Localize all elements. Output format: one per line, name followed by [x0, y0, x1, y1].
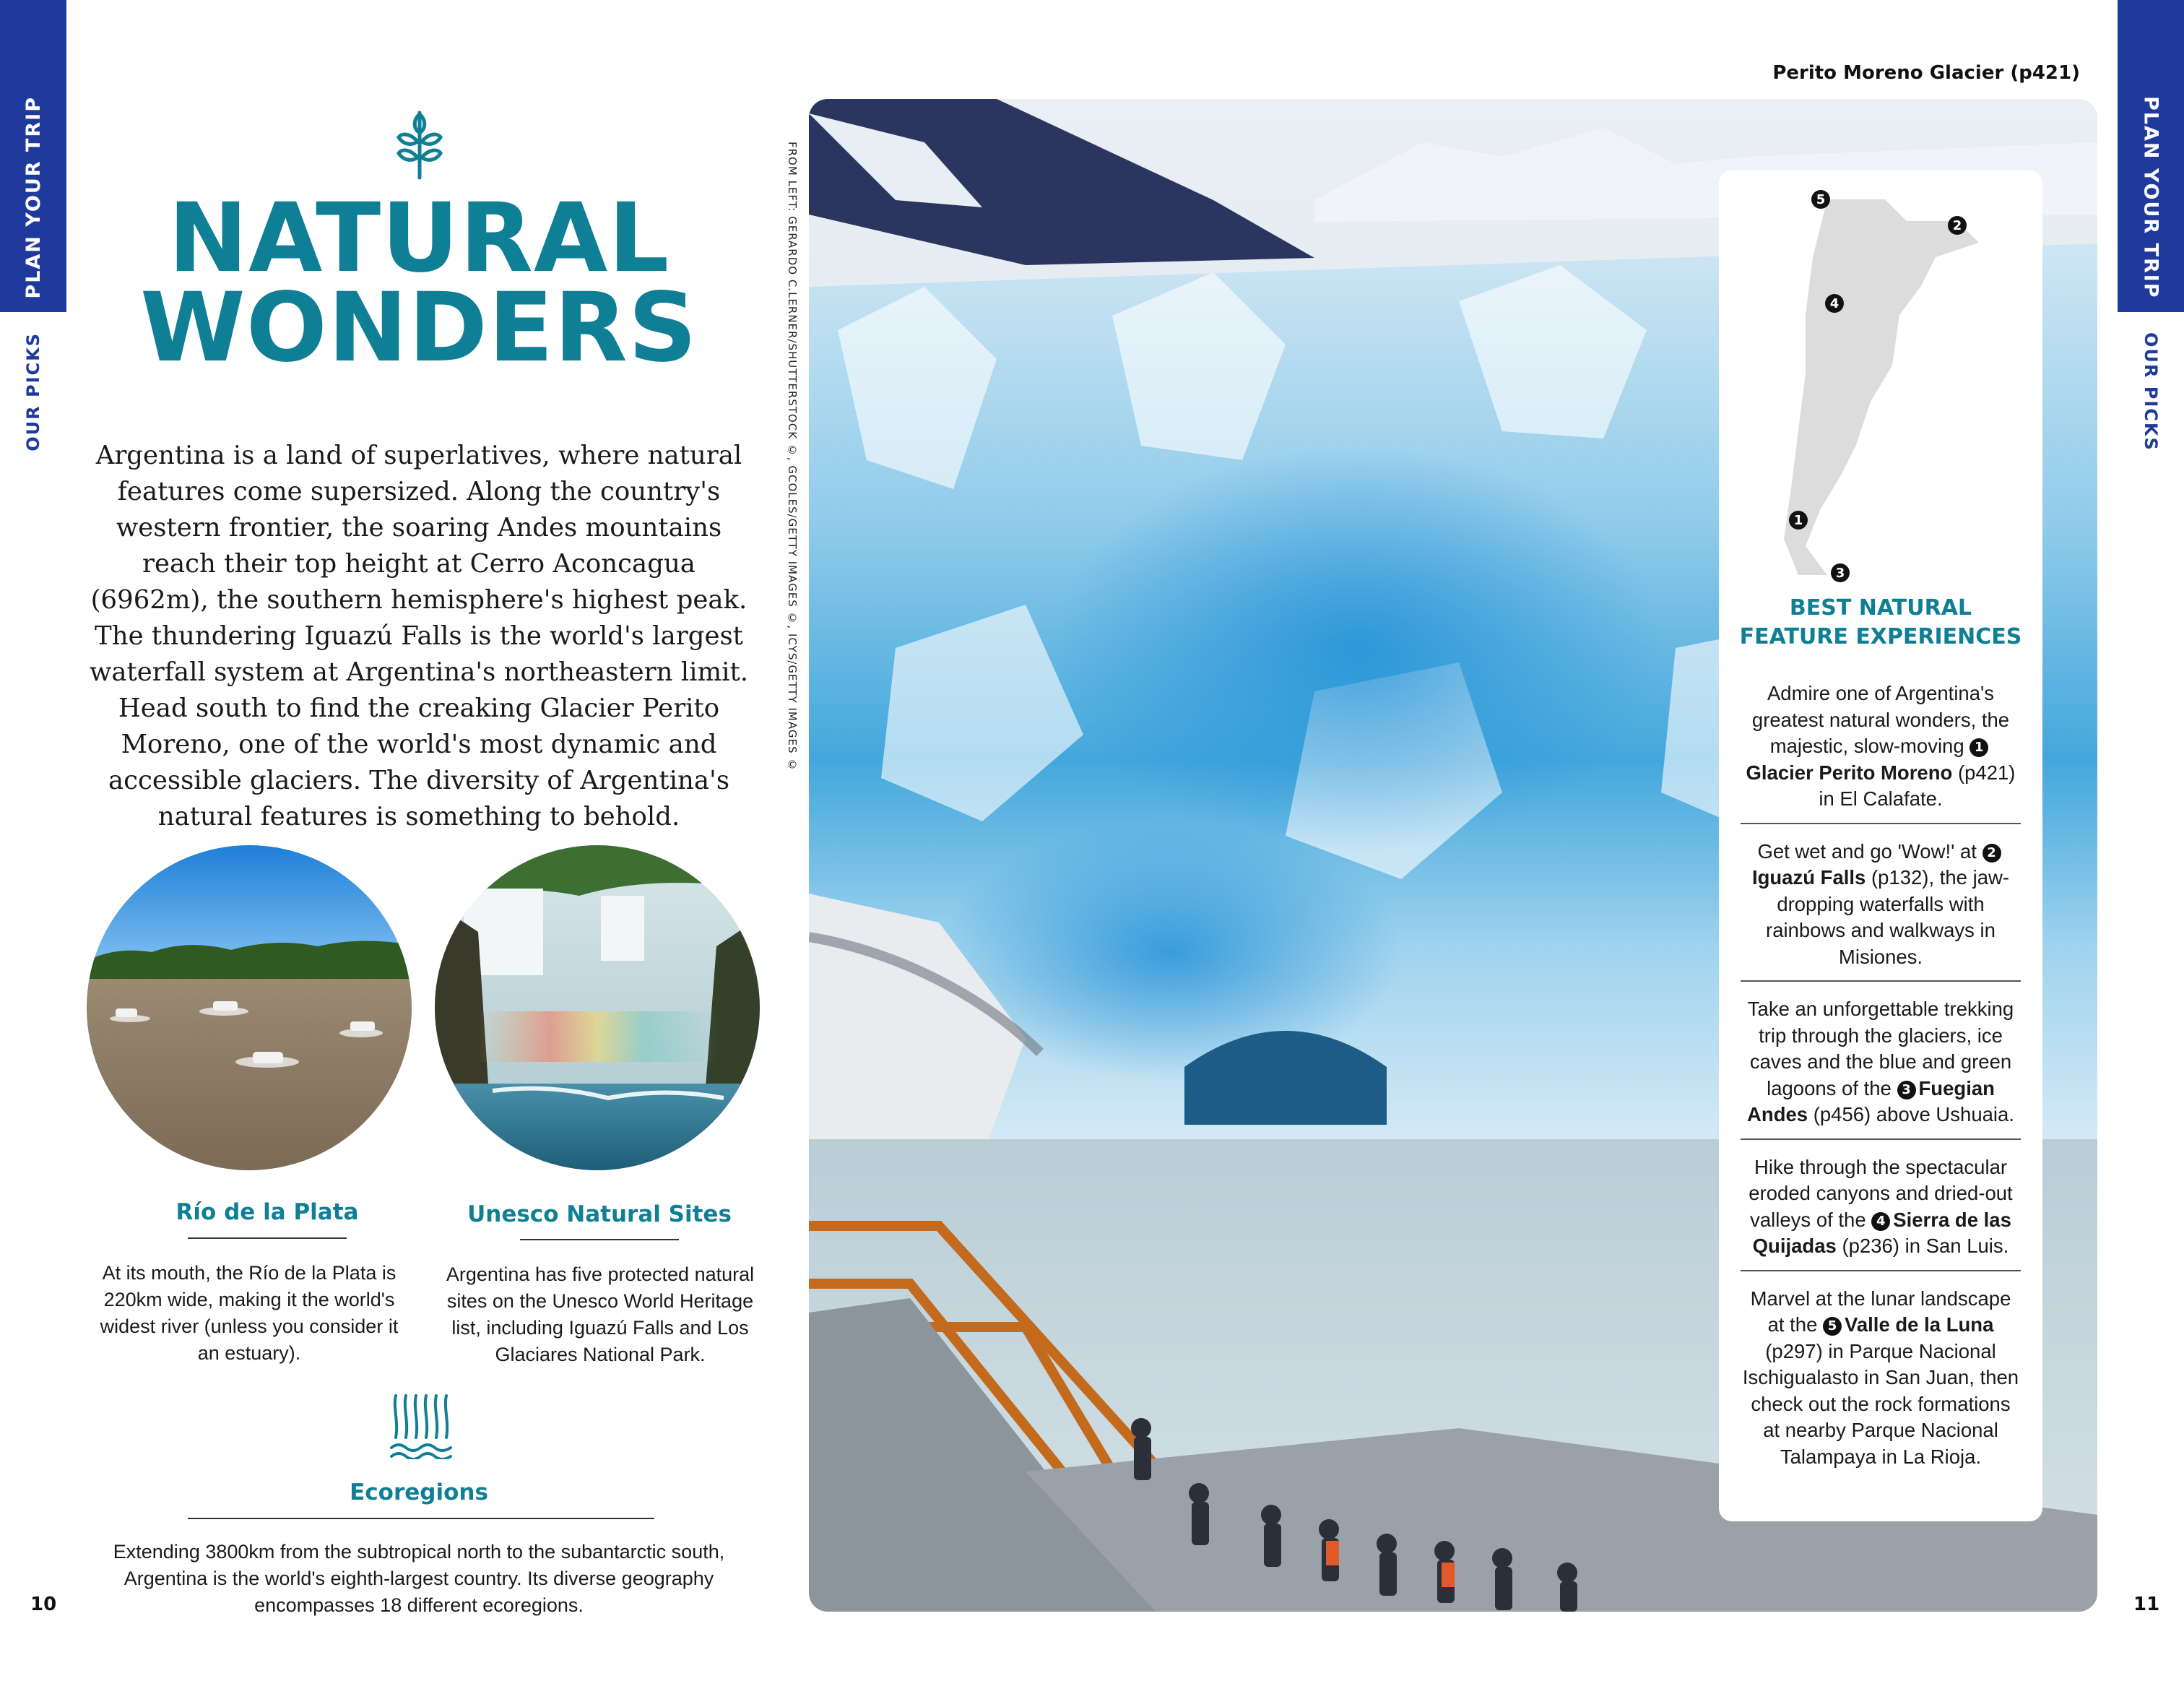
- photo-caption: Perito Moreno Glacier (p421): [1772, 62, 2080, 84]
- pick-text: Get wet and go 'Wow!' at: [1757, 839, 1982, 863]
- our-picks-text: OUR PICKS: [23, 332, 43, 451]
- pick-number-badge: 1: [1970, 738, 1988, 757]
- divider: [188, 1518, 654, 1519]
- pick-item: [1741, 1154, 2021, 1271]
- plan-your-trip-label: PLAN YOUR TRIP: [22, 96, 45, 299]
- pick-item: [1741, 680, 2021, 824]
- plan-your-trip-label: PLAN YOUR TRIP: [2139, 96, 2162, 299]
- pick-text: Marvel at the lunar landscape at the: [1750, 1287, 2011, 1336]
- our-picks-text: OUR PICKS: [2141, 332, 2161, 451]
- pick-number-badge: 3: [1897, 1081, 1916, 1099]
- plan-your-trip-tab-left: [0, 0, 66, 312]
- map-marker-3: 3: [1835, 566, 1845, 581]
- map-marker-4: 4: [1829, 296, 1840, 311]
- pick-number-badge: 5: [1823, 1317, 1842, 1336]
- feature-text-unesco: Argentina has five protected natural sites on the Unesco World Heritage list, including Iguazú Falls and Los Glaciares National Park.: [446, 1263, 755, 1365]
- pick-text: (p236) in San Luis.: [1836, 1235, 2009, 1257]
- panel-heading: BEST NATURAL FEATURE EXPERIENCES: [1739, 595, 2022, 649]
- pick-name: Glacier Perito Moreno: [1746, 761, 1953, 784]
- photo-credit: FROM LEFT: GERARDO C.LERNER/SHUTTERSTOCK ©, GCOLES/GETTY IMAGES ©, ICYS/GETTY IMAGES ©: [786, 142, 799, 772]
- map-marker-2: 2: [1952, 218, 1962, 233]
- iguazu-falls-photo: [435, 845, 760, 1170]
- pick-text: (p456) above Ushuaia.: [1808, 1103, 2014, 1125]
- page-number-left: 10: [30, 1594, 57, 1615]
- pick-item: [1741, 1286, 2021, 1481]
- map-marker-1: 1: [1793, 513, 1803, 528]
- argentina-map: [1719, 170, 2042, 582]
- pick-item: [1741, 839, 2021, 982]
- pick-name: Sierra de las Quijadas: [1752, 1208, 2011, 1257]
- title-line-2: WONDERS: [140, 272, 698, 384]
- best-experiences-panel: [1719, 170, 2042, 1521]
- pick-item: [1741, 996, 2021, 1140]
- feature-heading-ecoregions: Ecoregions: [350, 1479, 488, 1505]
- our-picks-label-left: [0, 332, 66, 451]
- pick-name: Valle de la Luna: [1845, 1313, 1994, 1336]
- title-line-1: NATURAL: [168, 183, 670, 294]
- leaf-icon: [396, 105, 443, 181]
- picks-list: [1741, 680, 2021, 1495]
- divider: [188, 1237, 347, 1239]
- map-marker-5: 5: [1816, 192, 1826, 207]
- feature-heading-unesco: Unesco Natural Sites: [467, 1201, 732, 1227]
- pick-text: (p297) in Parque Nacional Ischigualasto in San Juan, then check out the rock formations at nearby Parque Nacional Talampaya in La Rioja.: [1742, 1339, 2019, 1468]
- pick-text: Take an unforgettable trekking trip through the glaciers, ice caves and the blue and green lagoons of the: [1747, 998, 2014, 1099]
- pick-name: Iguazú Falls: [1751, 866, 1866, 889]
- page-title: [116, 183, 722, 384]
- pick-number-badge: 4: [1871, 1212, 1890, 1231]
- pick-text: Admire one of Argentina's greatest natural wonders, the majestic, slow-moving: [1751, 682, 2010, 757]
- pick-name: Fuegian Andes: [1747, 1076, 1995, 1125]
- page-number-right: 11: [2133, 1594, 2160, 1615]
- divider: [520, 1239, 679, 1240]
- pick-number-badge: 2: [1982, 844, 2001, 863]
- feature-text-ecoregions: Extending 3800km from the subtropical north to the subantarctic south, Argentina is the world's eighth-largest country. Its diverse geography encompasses 18 different ecoregions.: [113, 1541, 725, 1616]
- intro-paragraph: Argentina is a land of superlatives, where natural features come supersized. Along the country's western frontier, the soaring Andes mountains reach their top height at Cerro Aconcagua (6962m), the southern hemisphere's highest peak. The thundering Iguazú Falls is the world's largest waterfall system at Argentina's northeastern limit. Head south to find the creaking Glacier Perito Moreno, one of the world's most dynamic and accessible glaciers. The diversity of Argentina's natural features is something to behold.: [89, 441, 749, 831]
- rio-de-la-plata-photo: [87, 845, 412, 1170]
- waterfall-icon: [390, 1393, 452, 1459]
- feature-heading-rio-de-la-plata: Río de la Plata: [176, 1199, 359, 1225]
- feature-text-rio-de-la-plata: At its mouth, the Río de la Plata is 220km wide, making it the world's widest river (unless you consider it an estuary).: [100, 1262, 399, 1364]
- plan-your-trip-tab-right: [2118, 0, 2184, 312]
- pick-text: (p421) in El Calafate.: [1819, 761, 2016, 810]
- our-picks-label-right: [2118, 332, 2184, 451]
- pick-text: (p132), the jaw-dropping waterfalls with rainbows and walkways in Misiones.: [1766, 866, 2010, 968]
- pick-text: Hike through the spectacular eroded canyons and dried-out valleys of the: [1748, 1155, 2013, 1231]
